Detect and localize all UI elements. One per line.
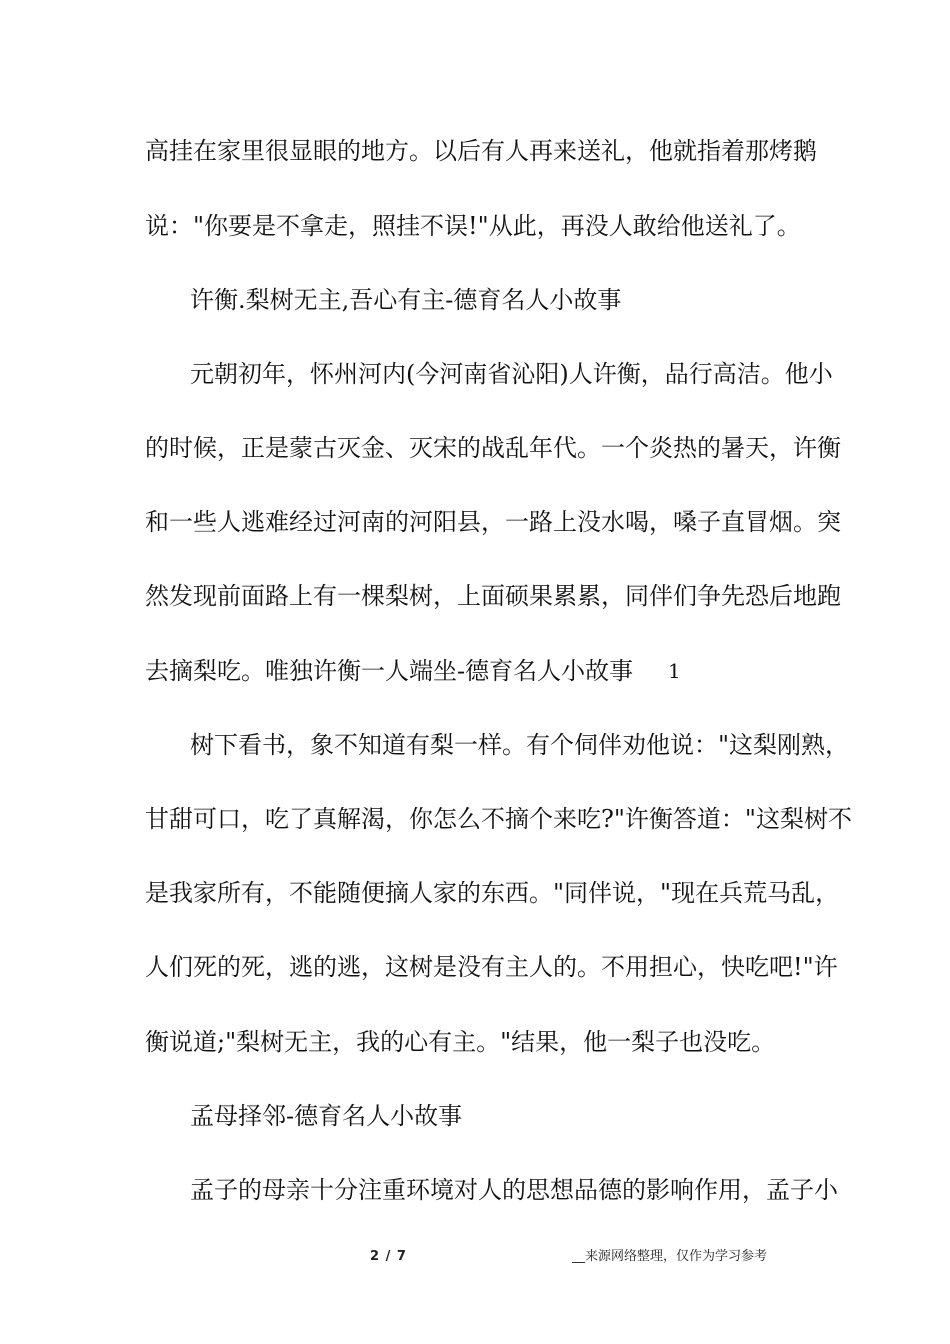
text-line-7: 然发现前面路上有一棵梨树，上面硕果累累，同伴们争先恐后地跑: [145, 582, 841, 610]
text-line-6: 和一些人逃难经过河南的河阳县，一路上没水喝，嗓子直冒烟。突: [145, 508, 841, 536]
section-heading-meng-mu: 孟母择邻-德育名人小故事: [190, 1102, 463, 1130]
text-line-5: 的时候，正是蒙古灭金、灭宋的战乱年代。一个炎热的暑天，许衡: [145, 434, 841, 462]
section-heading-xu-heng: 许衡.梨树无主,吾心有主-德育名人小故事: [190, 286, 622, 314]
text-line-1: 高挂在家里很显眼的地方。以后有人再来送礼，他就指着那烤鹅: [145, 137, 817, 165]
text-line-13: 衡说道;"梨树无主，我的心有主。"结果，他一梨子也没吃。: [145, 1028, 776, 1056]
text-line-12: 人们死的死，逃的逃，这树是没有主人的。不用担心，快吃吧!"许: [145, 953, 838, 981]
text-line-4: 元朝初年，怀州河内(今河南省沁阳)人许衡，品行高洁。他小: [190, 360, 833, 388]
text-line-8: 去摘梨吃。唯独许衡一人端坐-德育名人小故事: [145, 657, 634, 685]
footer-note: __来源网络整理，仅作为学习参考: [572, 1249, 768, 1264]
page-indicator: 2 / 7: [370, 1249, 407, 1264]
text-line-11: 是我家所有，不能随便摘人家的东西。"同伴说，"现在兵荒马乱，: [145, 879, 840, 907]
text-line-2: 说："你要是不拿走，照挂不误!"从此，再没人敢给他送礼了。: [145, 212, 801, 240]
text-line-15: 孟子的母亲十分注重环境对人的思想品德的影响作用，孟子小: [190, 1176, 838, 1204]
text-line-10: 甘甜可口，吃了真解渴，你怎么不摘个来吃?"许衡答道："这梨树不: [145, 805, 852, 833]
text-line-9: 树下看书，象不知道有梨一样。有个伺伴劝他说："这梨刚熟，: [190, 731, 850, 759]
inline-page-number: 1: [668, 659, 681, 683]
